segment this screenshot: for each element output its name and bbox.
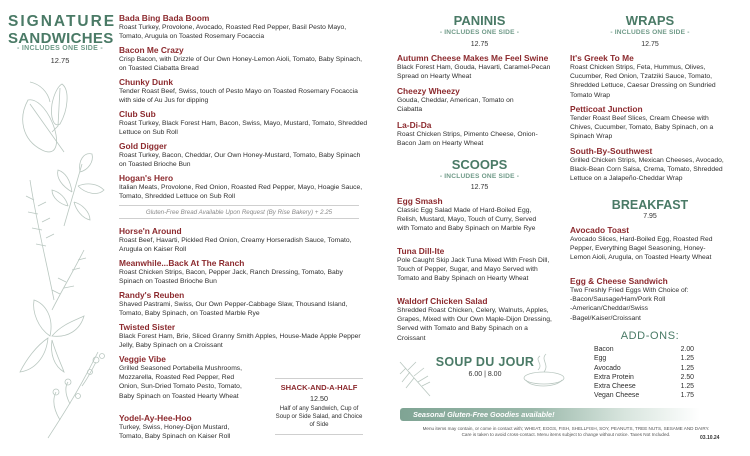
addon-price: 2.50 bbox=[680, 373, 694, 381]
menu-item bbox=[397, 53, 562, 81]
item-desc: Roast Chicken Strips, Feta, Hummus, Olives, Cucumber, Red Onion, Tzatziki Sauce, Tomato, Shredded Lettuce, Caesar Dressing on Sundried Tomato Wrap bbox=[570, 64, 716, 99]
disclaimer-line-1: Menu items may contain, or come in contact with; WHEAT, EGGS, FISH, SHELLFISH, SOY, PEANUTS, TREE NUTS, SESAME AND DAIRY. bbox=[422, 426, 710, 431]
item-desc: Turkey, Swiss, Honey-Dijon Mustard, Tomato, Baby Spinach on Kaiser Roll bbox=[119, 424, 231, 441]
menu-item bbox=[119, 258, 369, 286]
addon-row bbox=[594, 345, 694, 354]
allergen-disclaimer bbox=[410, 426, 722, 438]
addons-list bbox=[594, 345, 694, 401]
addon-price: 1.25 bbox=[680, 364, 694, 372]
menu-item bbox=[397, 246, 562, 284]
menu-item bbox=[397, 296, 562, 343]
item-desc: Crisp Bacon, with Drizzle of Our Own Honey-Lemon Aioli, Tomato, Baby Spinach, on Toasted Ciabatta Bread bbox=[119, 56, 362, 73]
menu-item bbox=[119, 141, 369, 169]
item-desc: Tender Roast Beef Slices, Cream Cheese with Chives, Cucumber, Tomato, Baby Spinach, on a Spinach Wrap bbox=[570, 115, 714, 141]
addon-price: 2.00 bbox=[680, 346, 694, 353]
item-desc: Roast Turkey, Black Forest Ham, Bacon, Swiss, Mayo, Mustard, Tomato, Shredded Lettuce on Sub Roll bbox=[119, 120, 368, 137]
soup-title: SOUP DU JOUR bbox=[435, 355, 535, 369]
item-name: Club Sub bbox=[119, 109, 156, 119]
item-desc: Gouda, Cheddar, American, Tomato on Ciabatta bbox=[397, 97, 514, 114]
addon-name: Bacon bbox=[594, 346, 614, 353]
disclaimer-line-2: Care is taken to avoid cross-contact. Menu items subject to change without notice. Taxes Not Included. bbox=[461, 432, 671, 437]
item-name: Randy's Reuben bbox=[119, 290, 185, 300]
gluten-free-goodies-banner: Seasonal Gluten-Free Goodies available! bbox=[400, 408, 700, 421]
item-name: Veggie Vibe bbox=[119, 354, 166, 364]
addon-price: 1.25 bbox=[680, 355, 694, 363]
item-name: Egg & Cheese Sandwich bbox=[570, 276, 668, 286]
item-desc: Grilled Chicken Strips, Mexican Cheeses, Avocado, Black-Bean Corn Salsa, Crema, Tomato, Shredded Lettuce on a Jalapeño-Cheddar Wrap bbox=[570, 157, 724, 183]
item-name: South-By-Southwest bbox=[570, 146, 653, 156]
item-name: Bada Bing Bada Boom bbox=[119, 13, 210, 23]
addon-name: Egg bbox=[594, 355, 607, 363]
shack-title: SHACK-AND-A-HALF bbox=[280, 383, 358, 392]
addon-name: Extra Protein bbox=[594, 373, 634, 381]
paninis-price: 12.75 bbox=[470, 41, 489, 48]
wraps-price: 12.75 bbox=[641, 41, 659, 48]
menu-item bbox=[119, 413, 255, 441]
herb-illustrations bbox=[0, 60, 118, 456]
menu-item bbox=[119, 226, 369, 254]
soup-price: 6.00 | 8.00 bbox=[468, 371, 502, 378]
addon-row bbox=[594, 354, 694, 363]
menu-item bbox=[570, 146, 745, 184]
scoops-subtitle: - INCLUDES ONE SIDE - bbox=[439, 173, 520, 180]
item-name: Twisted Sister bbox=[119, 322, 176, 332]
menu-item bbox=[570, 53, 745, 100]
item-desc-line: -Bacon/Sausage/Ham/Pork Roll bbox=[570, 296, 666, 304]
addon-row bbox=[594, 364, 694, 373]
menu-item bbox=[119, 322, 369, 350]
basil-icon bbox=[20, 300, 84, 372]
menu-item bbox=[397, 196, 562, 234]
item-name: Avocado Toast bbox=[570, 225, 630, 235]
item-name: Bacon Me Crazy bbox=[119, 45, 184, 55]
breakfast-title: BREAKFAST bbox=[611, 198, 689, 212]
item-desc: Avocado Slices, Hard-Boiled Egg, Roasted Red Pepper, Everything Bagel Seasoning, Honey-Lemon Aioli, Arugula, on Toasted Hearty Wheat bbox=[570, 236, 713, 262]
item-name: It's Greek To Me bbox=[570, 53, 634, 63]
title-line-1: SIGNATURE bbox=[8, 13, 117, 30]
menu-item bbox=[119, 109, 369, 137]
addon-name: Avocado bbox=[594, 364, 621, 372]
shack-and-a-half-box bbox=[275, 378, 363, 435]
scoops-title: SCOOPS bbox=[451, 157, 508, 172]
addon-row bbox=[594, 382, 694, 391]
item-desc: Roast Turkey, Provolone, Avocado, Roasted Red Pepper, Basil Pesto Mayo, Tomato, Arugula on Toasted Rosemary Focaccia bbox=[119, 24, 347, 41]
item-desc: Italian Meats, Provolone, Red Onion, Roasted Red Pepper, Mayo, Hoagie Sauce, Tomato, Shredded Lettuce on Sub Roll bbox=[119, 184, 363, 201]
spinach-leaf-icon bbox=[23, 82, 67, 152]
breakfast-price: 7.95 bbox=[643, 213, 657, 220]
item-name: La-Di-Da bbox=[397, 120, 432, 130]
menu-item bbox=[570, 276, 745, 323]
item-desc: Tender Roast Beef, Swiss, touch of Pesto Mayo on Toasted Rosemary Focaccia with side of Au Jus for dipping bbox=[119, 88, 358, 105]
signature-subtitle: - INCLUDES ONE SIDE - bbox=[16, 45, 104, 52]
item-name: Gold Digger bbox=[119, 141, 167, 151]
menu-item bbox=[570, 225, 745, 263]
soup-bowl-icon bbox=[518, 352, 566, 392]
item-name: Meanwhile...Back At The Ranch bbox=[119, 258, 245, 268]
item-desc: Roast Beef, Havarti, Pickled Red Onion, Creamy Horseradish Sauce, Tomato, Arugula on Kaiser Roll bbox=[119, 237, 352, 254]
item-desc-line: -Bagel/Kaiser/Croissant bbox=[570, 314, 641, 322]
parsley-icon bbox=[52, 154, 104, 226]
addons-title: ADD-ONS: bbox=[620, 330, 680, 342]
item-desc-line: -American/Cheddar/Swiss bbox=[570, 305, 649, 313]
menu-item bbox=[119, 290, 369, 318]
addon-price: 1.75 bbox=[680, 392, 694, 400]
signature-price: 12.75 bbox=[50, 56, 70, 65]
item-desc-line: Two Freshly Fried Eggs With Choice of: bbox=[570, 287, 689, 294]
title-line-2: SANDWICHES bbox=[8, 29, 114, 47]
wraps-subtitle: - INCLUDES ONE SIDE - bbox=[610, 29, 690, 36]
item-desc: Black Forest Ham, Brie, Sliced Granny Smith Apples, House-Made Apple Pepper Jelly, Baby Spinach on a Croissant bbox=[119, 333, 361, 350]
item-desc: Roast Chicken Strips, Bacon, Pepper Jack, Ranch Dressing, Tomato, Baby Spinach on Toasted Brioche Bun bbox=[119, 269, 343, 286]
menu-item bbox=[119, 173, 369, 201]
paninis-subtitle: - INCLUDES ONE SIDE - bbox=[439, 29, 520, 36]
menu-item bbox=[119, 77, 369, 105]
item-desc: Pole Caught Skip Jack Tuna Mixed With Fresh Dill, Touch of Pepper, Sugar, and Mayo Served with Tomato and Baby Spinach on Hearty Wheat bbox=[397, 257, 550, 283]
item-desc: Shredded Roast Chicken, Celery, Walnuts, Apples, Grapes, Mixed with Our Own Maple-Dijon Dressing, Served with Tomato and Baby Spinach on a Croissant bbox=[397, 307, 552, 342]
gluten-free-bread-note: Gluten-Free Bread Available Upon Request (By Rise Bakery) + 2.25 bbox=[119, 205, 359, 219]
item-desc: Roast Chicken Strips, Pimento Cheese, Onion-Bacon Jam on Hearty Wheat bbox=[397, 131, 538, 148]
menu-item bbox=[397, 120, 562, 148]
addon-row bbox=[594, 391, 694, 400]
addon-price: 1.25 bbox=[680, 383, 694, 391]
wraps-title: WRAPS bbox=[625, 13, 675, 28]
item-name: Hogan's Hero bbox=[119, 173, 174, 183]
signature-sandwiches-title bbox=[8, 13, 117, 47]
item-name: Chunky Dunk bbox=[119, 77, 173, 87]
menu-date: 03.10.24 bbox=[700, 435, 720, 441]
menu-item bbox=[119, 45, 369, 73]
scoops-price: 12.75 bbox=[470, 184, 489, 191]
shack-price: 12.50 bbox=[310, 394, 328, 403]
menu-item bbox=[119, 13, 369, 41]
item-name: Tuna Dill-Ite bbox=[397, 246, 445, 256]
item-name: Waldorf Chicken Salad bbox=[397, 296, 488, 306]
item-desc: Shaved Pastrami, Swiss, Our Own Pepper-Cabbage Slaw, Thousand Island, Tomato, Baby Spinach, on Toasted Marble Rye bbox=[119, 301, 348, 318]
addon-name: Vegan Cheese bbox=[594, 392, 640, 400]
item-name: Yodel-Ay-Hee-Hoo bbox=[119, 413, 192, 423]
addon-row bbox=[594, 373, 694, 382]
item-name: Autumn Cheese Makes Me Feel Swine bbox=[397, 53, 549, 63]
shack-desc: Half of any Sandwich, Cup of Soup or Side Salad, and Choice of Side bbox=[275, 405, 363, 429]
item-desc: Classic Egg Salad Made of Hard-Boiled Egg, Relish, Mustard, Mayo, Touch of Curry, Served with Tomato and Baby Spinach on Marble Rye bbox=[397, 207, 537, 233]
menu-item bbox=[570, 104, 745, 142]
paninis-title: PANINIS bbox=[453, 13, 506, 28]
item-name: Horse'n Around bbox=[119, 226, 182, 236]
menu-item bbox=[397, 86, 562, 114]
item-name: Egg Smash bbox=[397, 196, 443, 206]
item-desc: Roast Turkey, Bacon, Cheddar, Our Own Honey-Mustard, Tomato, Baby Spinach on Toasted Brioche Bun bbox=[119, 152, 361, 169]
item-name: Petticoat Junction bbox=[570, 104, 643, 114]
item-desc: Black Forest Ham, Gouda, Havarti, Caramel-Pecan Spread on Hearty Wheat bbox=[397, 64, 551, 81]
menu-item bbox=[119, 354, 255, 401]
addon-name: Extra Cheese bbox=[594, 383, 636, 391]
item-desc: Grilled Seasoned Portabella Mushrooms, Mozzarella, Roasted Red Pepper, Red Onion, Sun-Dried Tomato Pesto, Tomato, Baby Spinach on Toasted Hearty Wheat bbox=[119, 365, 243, 400]
item-name: Cheezy Wheezy bbox=[397, 86, 460, 96]
